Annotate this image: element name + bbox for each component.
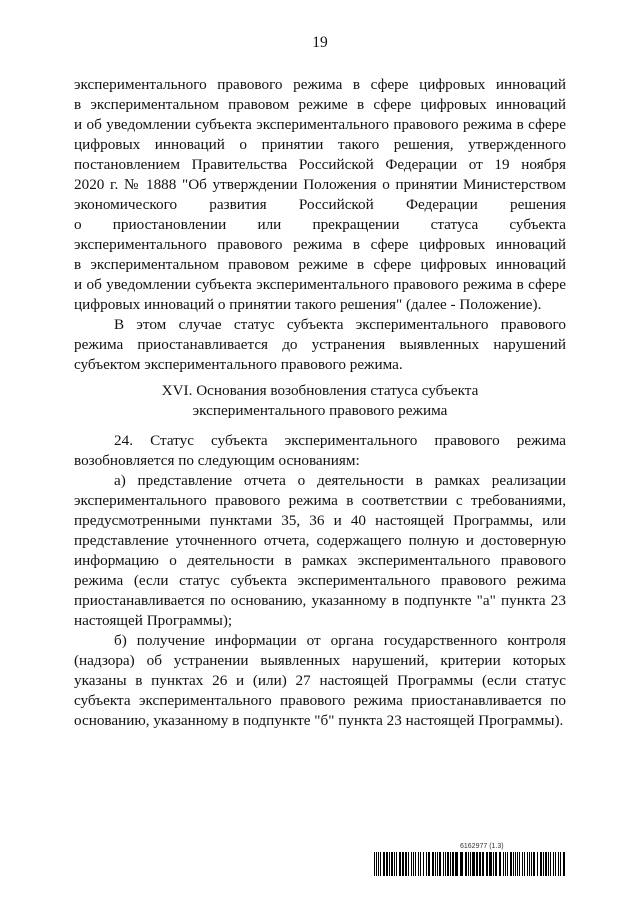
- text-line: экономического развития Российской Федерации решения: [74, 196, 566, 213]
- text-line: в экспериментальном правовом режиме в сфере цифровых инноваций: [74, 256, 566, 273]
- text-line: а) представление отчета о деятельности в рамках реализации: [114, 472, 566, 489]
- text-line: экспериментального правового режима в сфере цифровых инноваций: [74, 236, 566, 253]
- text-line: настоящей Программы);: [74, 612, 233, 629]
- text-line: информацию о деятельности в рамках экспериментального правового: [74, 552, 566, 569]
- text-line: о приостановлении или прекращении статуса субъекта: [74, 216, 566, 233]
- text-line: субъекта экспериментального правового режима приостанавливается по: [74, 692, 566, 709]
- text-line: режима (если статус субъекта экспериментального правового режима: [74, 572, 566, 589]
- text-line: 2020 г. № 1888 "Об утверждении Положения о принятии Министерством: [74, 176, 566, 193]
- barcode-label: 6162977 (1.3): [460, 843, 504, 850]
- text-line: и об уведомлении субъекта экспериментального правового режима в сфере: [74, 116, 566, 133]
- text-line: и об уведомлении субъекта экспериментального правового режима в сфере: [74, 276, 566, 293]
- text-line: цифровых инноваций о принятии такого решения" (далее - Положение).: [74, 296, 542, 313]
- text-line: предусмотренными пунктами 35, 36 и 40 настоящей Программы, или: [74, 512, 566, 529]
- section-heading: экспериментального правового режима: [192, 402, 448, 419]
- text-line: в экспериментальном правовом режиме в сфере цифровых инноваций: [74, 96, 566, 113]
- text-line: цифровых инноваций о принятии такого решения, утвержденного: [74, 136, 566, 153]
- text-line: указаны в пунктах 26 и (или) 27 настоящей Программы (если статус: [74, 672, 566, 689]
- page-number: 19: [312, 34, 328, 51]
- text-line: приостанавливается по основанию, указанному в подпункте "а" пункта 23: [74, 592, 566, 609]
- text-line: 24. Статус субъекта экспериментального правового режима: [114, 432, 566, 449]
- text-line: экспериментального правового режима в соответствии с требованиями,: [74, 492, 566, 509]
- text-line: экспериментального правового режима в сфере цифровых инноваций: [74, 76, 566, 93]
- barcode-icon: [374, 852, 566, 876]
- text-line: постановлением Правительства Российской Федерации от 19 ноября: [74, 156, 566, 173]
- text-line: режима приостанавливается до устранения выявленных нарушений: [74, 336, 566, 353]
- text-line: возобновляется по следующим основаниям:: [74, 452, 360, 469]
- text-line: (надзора) об устранении выявленных нарушений, критерии которых: [74, 652, 566, 669]
- text-line: представление уточненного отчета, содержащего полную и достоверную: [74, 532, 566, 549]
- text-line: субъектом экспериментального правового режима.: [74, 356, 403, 373]
- text-line: В этом случае статус субъекта экспериментального правового: [114, 316, 566, 333]
- text-line: основанию, указанному в подпункте "б" пункта 23 настоящей Программы).: [74, 712, 564, 729]
- text-line: б) получение информации от органа государственного контроля: [114, 632, 566, 649]
- section-heading: XVI. Основания возобновления статуса субъекта: [161, 382, 479, 399]
